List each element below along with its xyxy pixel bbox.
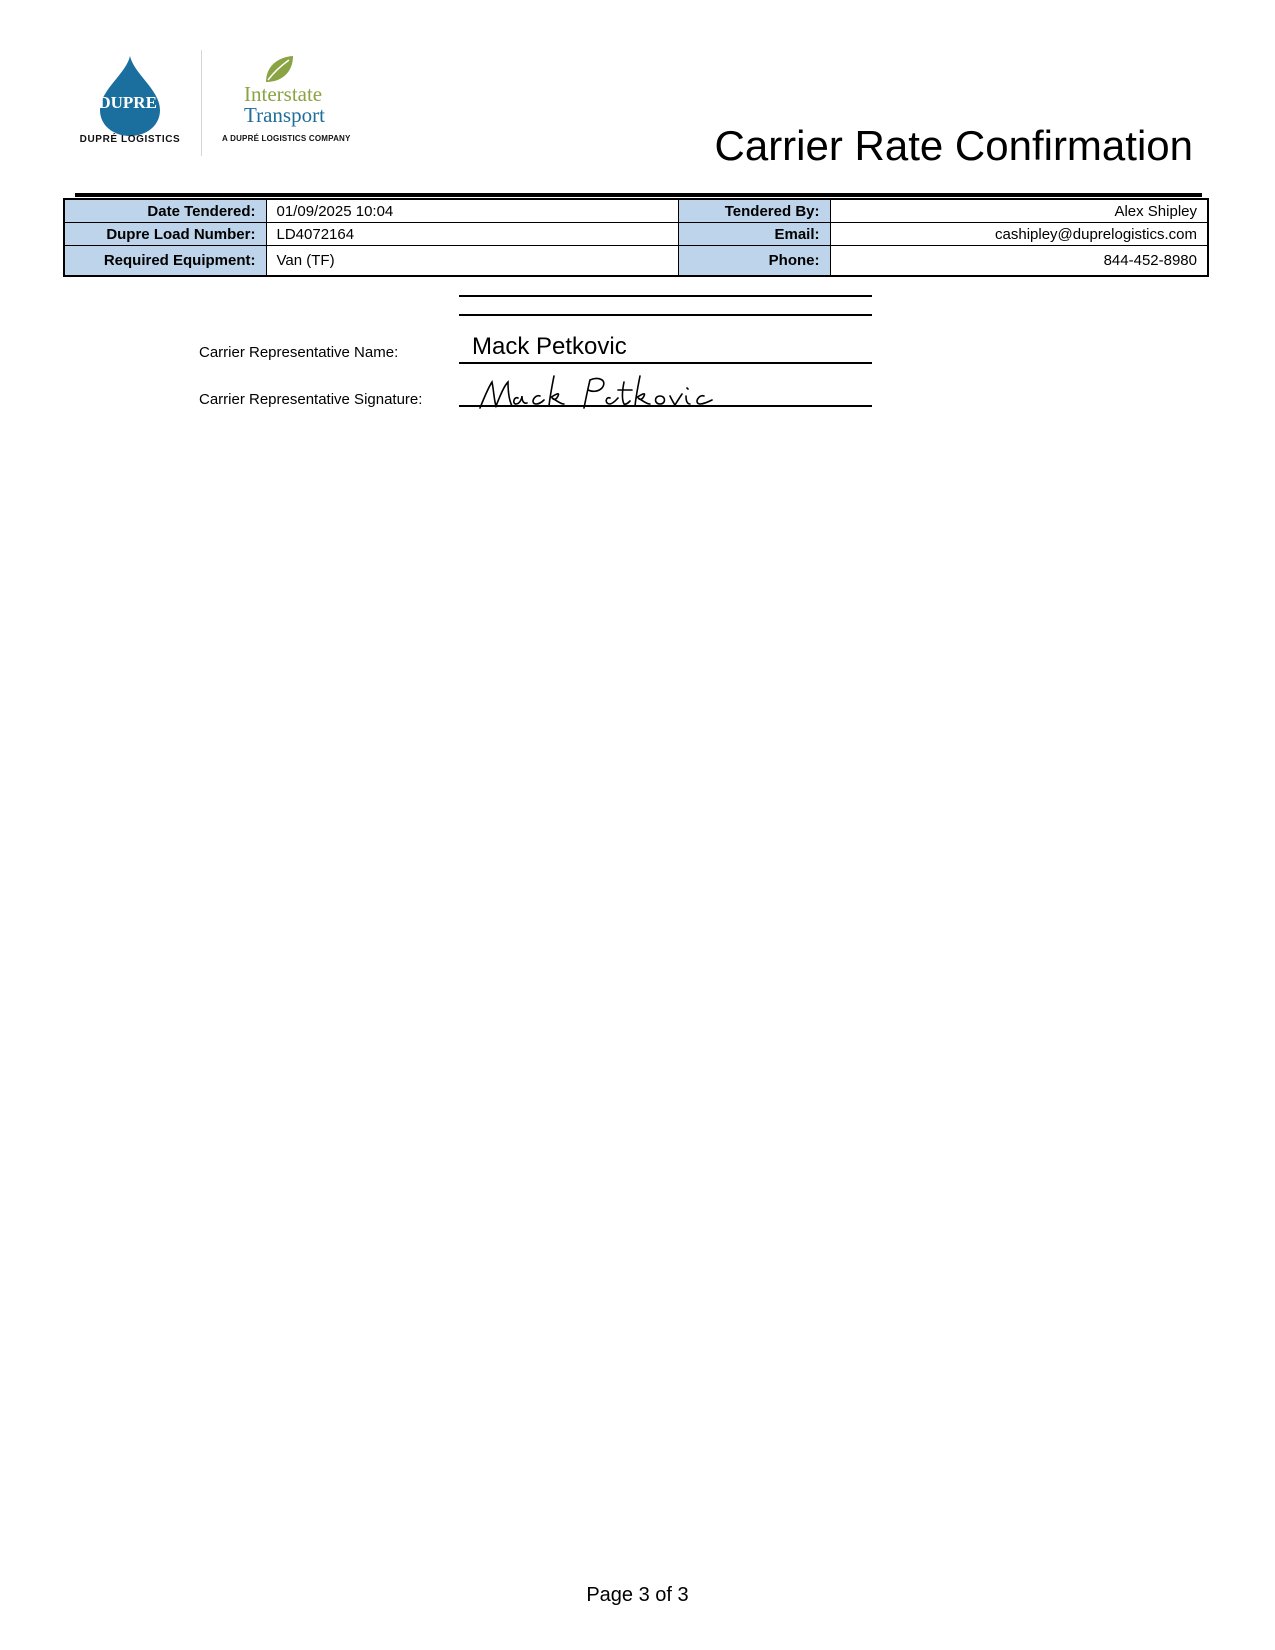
dupre-drop-icon <box>76 52 184 136</box>
tender-info-table <box>63 198 1209 277</box>
rep-name-value: Mack Petkovic <box>472 333 627 360</box>
date-tendered-value: 01/09/2025 10:04 <box>266 199 678 223</box>
handwritten-signature <box>472 370 722 420</box>
table-row <box>64 223 1208 246</box>
email-label: Email: <box>678 223 830 246</box>
date-tendered-label: Date Tendered: <box>64 199 266 223</box>
table-row <box>64 199 1208 223</box>
title-rule <box>75 193 1202 197</box>
leaf-icon <box>262 54 296 84</box>
rep-signature-label: Carrier Representative Signature: <box>199 391 423 408</box>
dupre-logo-text: DUPRE' <box>98 93 162 112</box>
equipment-value: Van (TF) <box>266 246 678 277</box>
logo-divider <box>201 50 202 156</box>
blank-line <box>459 314 872 316</box>
rep-signature-line <box>459 405 872 407</box>
page-number: Page 3 of 3 <box>586 1584 689 1606</box>
dupre-company-name: DUPRÉ LOGISTICS <box>79 134 181 145</box>
equipment-label: Required Equipment: <box>64 246 266 277</box>
it-tagline: A DUPRÉ LOGISTICS COMPANY <box>222 134 351 143</box>
interstate-transport-logo <box>218 54 373 154</box>
it-logo-line2: Transport <box>244 103 325 127</box>
rep-name-line <box>459 362 872 364</box>
it-logo-line1: Interstate <box>244 82 323 106</box>
rep-name-label: Carrier Representative Name: <box>199 344 399 361</box>
tendered-by-value: Alex Shipley <box>830 199 1208 223</box>
dupre-logo <box>76 52 184 152</box>
table-row <box>64 246 1208 277</box>
load-number-label: Dupre Load Number: <box>64 223 266 246</box>
load-number-value: LD4072164 <box>266 223 678 246</box>
phone-label: Phone: <box>678 246 830 277</box>
blank-line <box>459 295 872 297</box>
document-title: Carrier Rate Confirmation <box>714 122 1193 169</box>
email-value[interactable]: cashipley@duprelogistics.com <box>830 223 1208 246</box>
phone-value: 844-452-8980 <box>830 246 1208 277</box>
tendered-by-label: Tendered By: <box>678 199 830 223</box>
